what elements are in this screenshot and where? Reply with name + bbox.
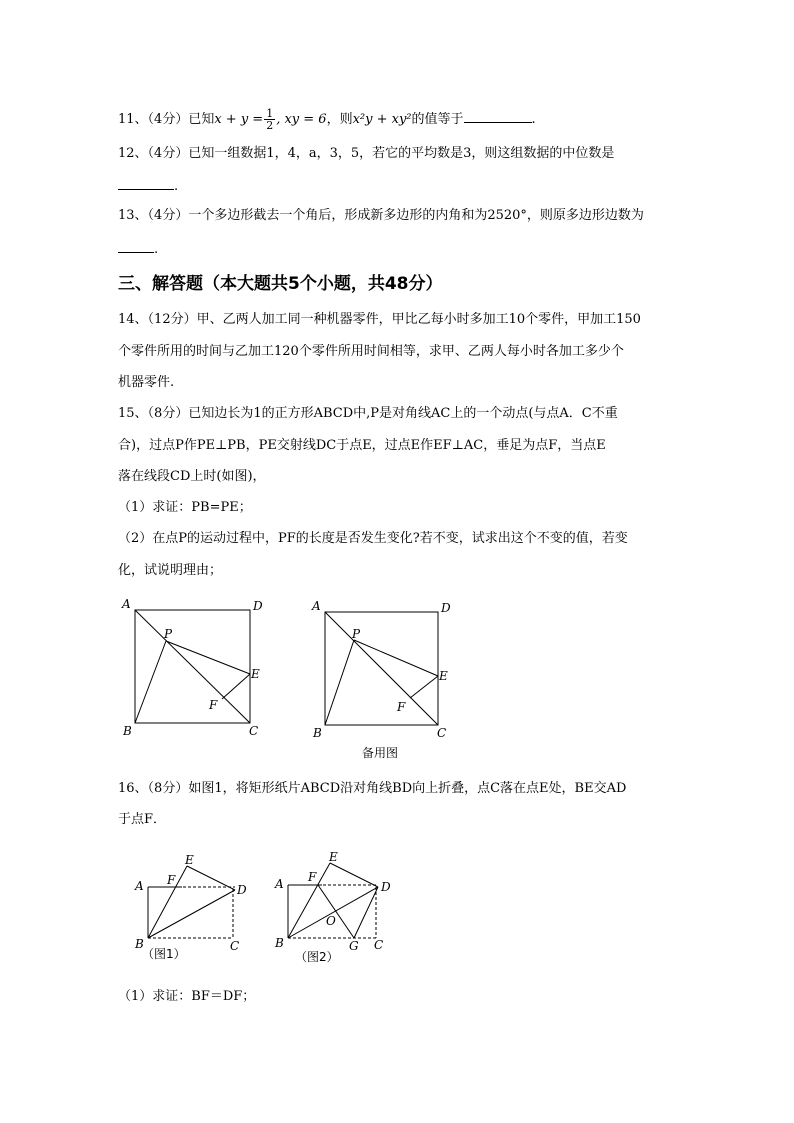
fig2-label-a: A (275, 877, 284, 891)
q16-figure-1 (130, 852, 255, 952)
fig2-label-o: O (326, 914, 336, 928)
question-15-line1: 15、（8分）已知边长为1的正方形ABCD中,P是对角线AC上的一个动点(与点A．C不重 (118, 406, 618, 421)
fig2-label-e: E (329, 850, 338, 864)
fig1-label-d: D (237, 883, 247, 897)
q16-caption-2: （图2） (295, 950, 339, 964)
q16-figure-2 (270, 848, 400, 953)
label-p: P (164, 627, 173, 641)
q11-frac-den: 2 (266, 119, 274, 132)
q11-eq1: x + y = (214, 112, 264, 127)
q16-caption-1: （图1） (142, 947, 186, 961)
question-14-line2: 个零件所用的时间与乙加工120个零件所用时间相等，求甲、乙两人每小时各加工多少个 (118, 344, 624, 359)
label-a: A (122, 597, 131, 611)
label-b: B (123, 724, 132, 738)
question-14-line1: 14、（12分）甲、乙两人加工同一种机器零件，甲比乙每小时多加工10个零件，甲加工150 (118, 312, 641, 327)
q15-figure-spare (310, 598, 460, 743)
fig1-segment-ed (187, 866, 235, 890)
spare-label-e: E (439, 669, 448, 683)
spare-label-c: C (437, 726, 447, 740)
label-e: E (251, 667, 260, 681)
spare-label-f: F (397, 700, 406, 714)
q11-eq2: , xy = 6 (276, 112, 327, 127)
q12-end: . (174, 179, 179, 194)
question-11 (118, 108, 536, 131)
question-16-line2: 于点F． (118, 812, 167, 827)
segment-ef (222, 674, 250, 699)
section-3-title: 三、解答题（本大题共5个小题，共48分） (118, 274, 443, 294)
label-d: D (253, 599, 263, 613)
q11-end: . (531, 112, 536, 127)
question-15-part2-line1: （2）在点P的运动过程中，PF的长度是否发生变化?若不变，试求出这个不变的值，若变 (118, 531, 628, 546)
fig2-label-b: B (275, 936, 284, 950)
q11-expr: x²y + xy² (352, 112, 412, 127)
question-15-part1: （1）求证：PB=PE； (118, 500, 252, 515)
question-12-line1: 12、（4分）已知一组数据1，4，a，3，5，若它的平均数是3，则这组数据的中位数是 (118, 146, 615, 161)
q11-suffix: 的值等于 (411, 112, 464, 127)
spare-segment-ef (410, 676, 438, 698)
q11-prefix: 11、（4分）已知 (118, 112, 215, 127)
question-12-line2 (118, 176, 178, 196)
diagonal-ac (135, 610, 250, 723)
segment-pe (166, 641, 250, 674)
q13-end: . (154, 242, 159, 257)
question-13-line2 (118, 239, 158, 259)
fig1-label-f: F (167, 873, 176, 887)
q11-answer-blank[interactable] (464, 109, 532, 123)
fig2-segment-ed (330, 863, 378, 887)
fig2-label-d: D (381, 880, 391, 894)
q15-spare-caption: 备用图 (362, 746, 399, 760)
q11-fraction (264, 108, 275, 131)
fig1-label-b: B (135, 937, 144, 951)
question-15-part2-line2: 化，试说明理由； (118, 563, 223, 578)
fig2-label-c: C (374, 938, 384, 952)
spare-label-a: A (312, 599, 321, 613)
fig2-label-f: F (308, 870, 317, 884)
question-14-line3: 机器零件. (118, 375, 175, 390)
spare-segment-bp (325, 640, 354, 725)
fig2-segment-fg (318, 885, 354, 938)
spare-label-p: P (352, 627, 361, 641)
question-16-part1: （1）求证：BF＝DF； (118, 989, 256, 1004)
spare-label-b: B (313, 726, 322, 740)
segment-bp (135, 641, 166, 723)
fig1-label-a: A (135, 879, 144, 893)
label-c: C (249, 724, 259, 738)
fig2-label-g: G (349, 939, 359, 953)
fig2-diagonal-bd (288, 887, 378, 938)
q13-answer-blank[interactable] (118, 239, 154, 253)
label-f: F (209, 698, 218, 712)
q15-figure-main (120, 596, 270, 741)
q11-frac-num: 1 (266, 107, 274, 120)
spare-label-d: D (441, 601, 451, 615)
question-15-line2: 合)，过点P作PE⊥PB，PE交射线DC于点E，过点E作EF⊥AC，垂足为点F，当点E (118, 438, 606, 453)
question-13-line1: 13、（4分）一个多边形截去一个角后，形成新多边形的内角和为2520°，则原多边形边数为 (118, 208, 644, 223)
fig1-label-e: E (185, 853, 194, 867)
q12-answer-blank[interactable] (118, 176, 174, 190)
fig2-segment-gd (354, 887, 378, 938)
q11-mid: ，则 (326, 112, 353, 127)
spare-segment-pe (354, 640, 438, 676)
fig1-label-c: C (230, 939, 240, 953)
question-15-line3: 落在线段CD上时(如图)， (118, 469, 266, 484)
question-16-line1: 16、（8分）如图1，将矩形纸片ABCD沿对角线BD向上折叠，点C落在点E处，BE交AD (118, 781, 627, 796)
